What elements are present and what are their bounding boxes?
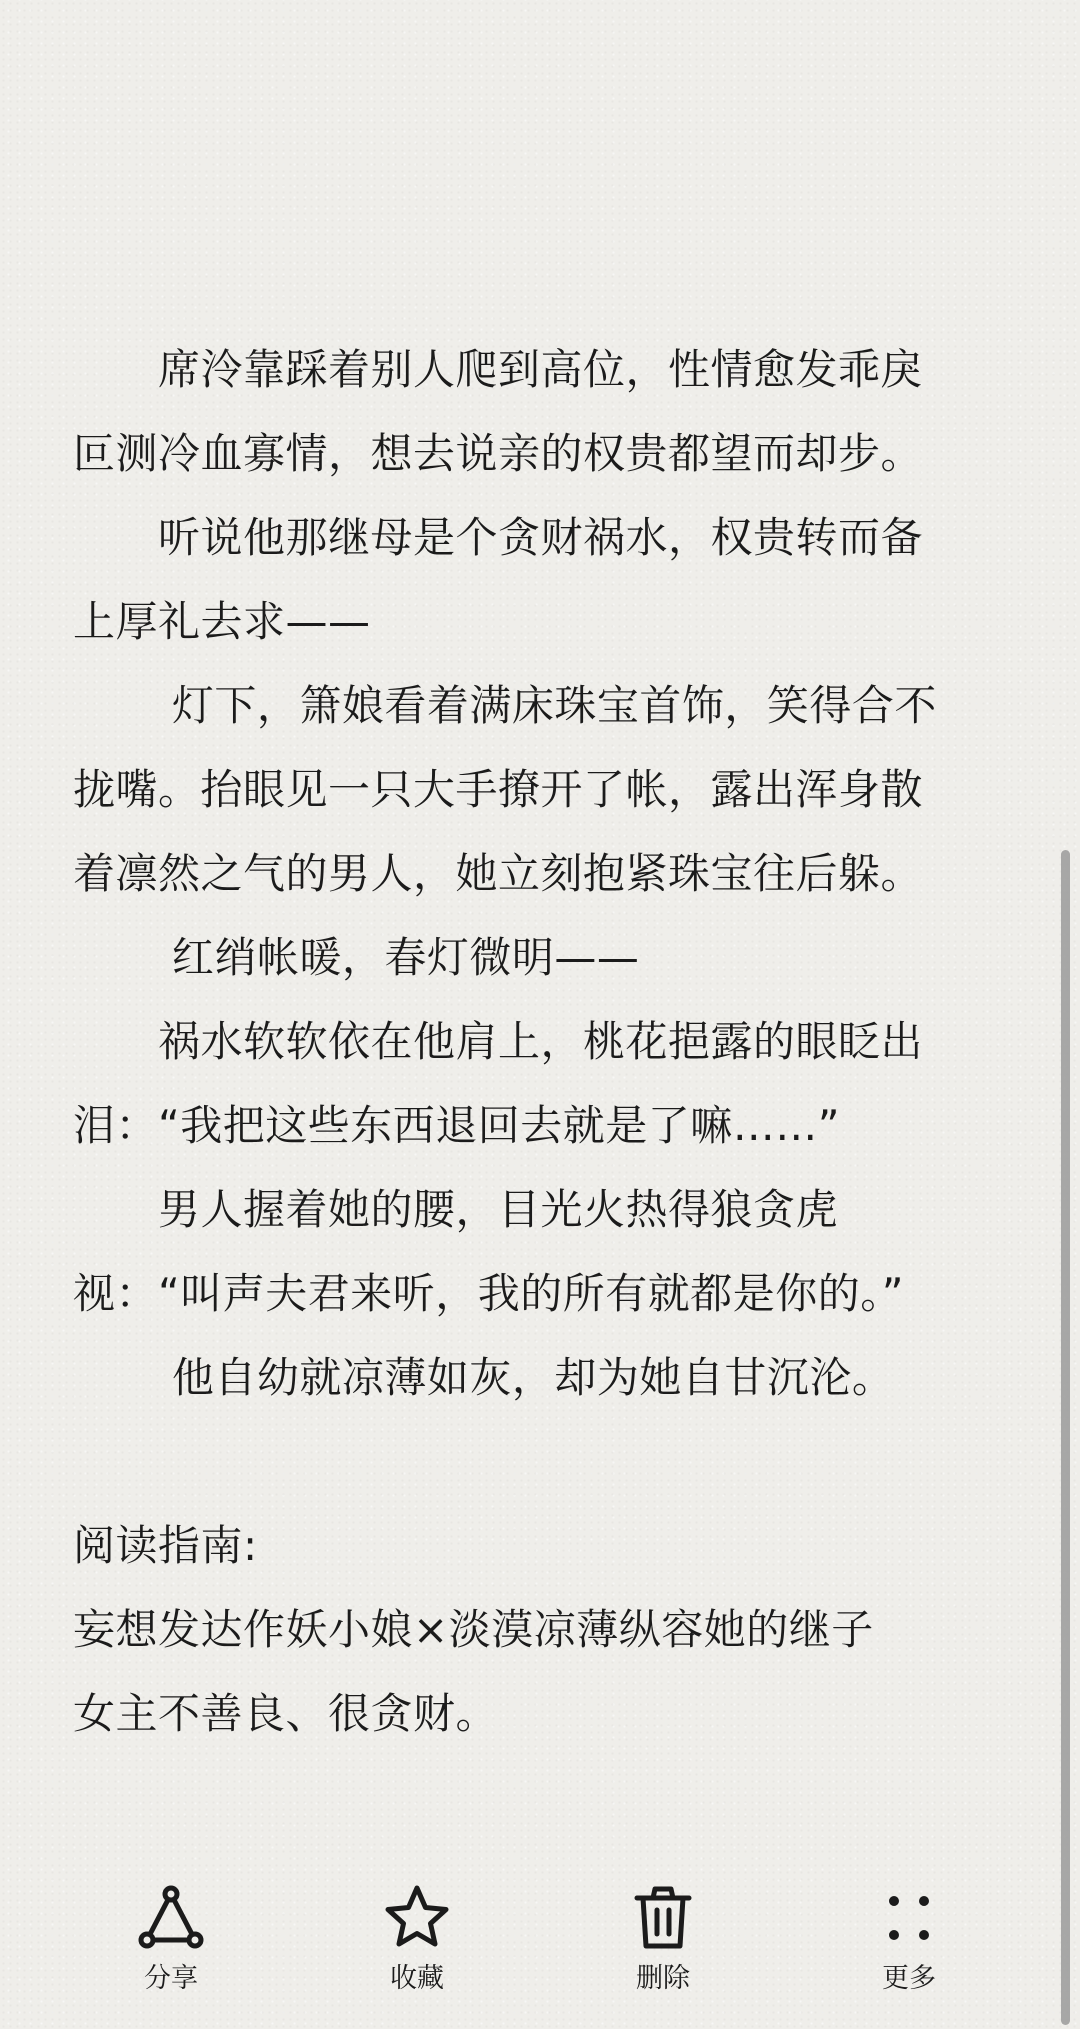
more-button[interactable] xyxy=(839,1880,979,1996)
share-icon xyxy=(133,1880,209,1956)
paragraph-gap xyxy=(73,1420,1023,1504)
article-line-7: 着凛然之气的男人，她立刻抱紧珠宝往后躲。 xyxy=(73,849,924,898)
article-line-3: 听说他那继母是个贪财祸水，权贵转而备 xyxy=(73,513,924,562)
favorite-button[interactable] xyxy=(347,1880,487,1996)
article-line-2: 叵测冷血寡情，想去说亲的权贵都望而却步。 xyxy=(73,429,924,478)
more-label: 更多 xyxy=(882,1963,936,1994)
article-line-13: 他自幼就凉薄如灰，却为她自甘沉沦。 xyxy=(73,1353,895,1402)
scrollbar[interactable] xyxy=(1061,850,1070,2025)
article-line-1: 席泠靠踩着别人爬到高位，性情愈发乖戾 xyxy=(73,345,924,394)
delete-button[interactable] xyxy=(593,1880,733,1996)
more-dots-icon xyxy=(871,1880,947,1956)
delete-label: 删除 xyxy=(636,1963,690,1994)
guide-line-2: 女主不善良、很贪财。 xyxy=(73,1689,499,1738)
article-line-6: 拢嘴。抬眼见一只大手撩开了帐，露出浑身散 xyxy=(73,765,924,814)
article-line-4: 上厚礼去求—— xyxy=(73,597,371,646)
article-line-8: 红绡帐暖，春灯微明—— xyxy=(73,933,640,982)
article-line-10: 泪：“我把这些东西退回去就是了嘛……” xyxy=(73,1101,841,1150)
article-line-9: 祸水软软依在他肩上，桃花挹露的眼眨出 xyxy=(73,1017,924,1066)
guide-line-1: 妄想发达作妖小娘×淡漠凉薄纵容她的继子 xyxy=(73,1605,874,1654)
share-button[interactable] xyxy=(101,1880,241,1996)
trash-icon xyxy=(625,1880,701,1956)
note-content xyxy=(73,328,1023,1756)
favorite-label: 收藏 xyxy=(390,1963,444,1994)
bottom-toolbar xyxy=(0,1880,1080,2010)
article-line-5: 灯下，箫娘看着满床珠宝首饰，笑得合不 xyxy=(73,681,937,730)
share-label: 分享 xyxy=(144,1963,198,1994)
star-icon xyxy=(379,1880,455,1956)
guide-title: 阅读指南: xyxy=(73,1521,258,1570)
article-line-12: 视：“叫声夫君来听，我的所有就都是你的。” xyxy=(73,1269,905,1318)
article-line-11: 男人握着她的腰，目光火热得狼贪虎 xyxy=(73,1185,839,1234)
